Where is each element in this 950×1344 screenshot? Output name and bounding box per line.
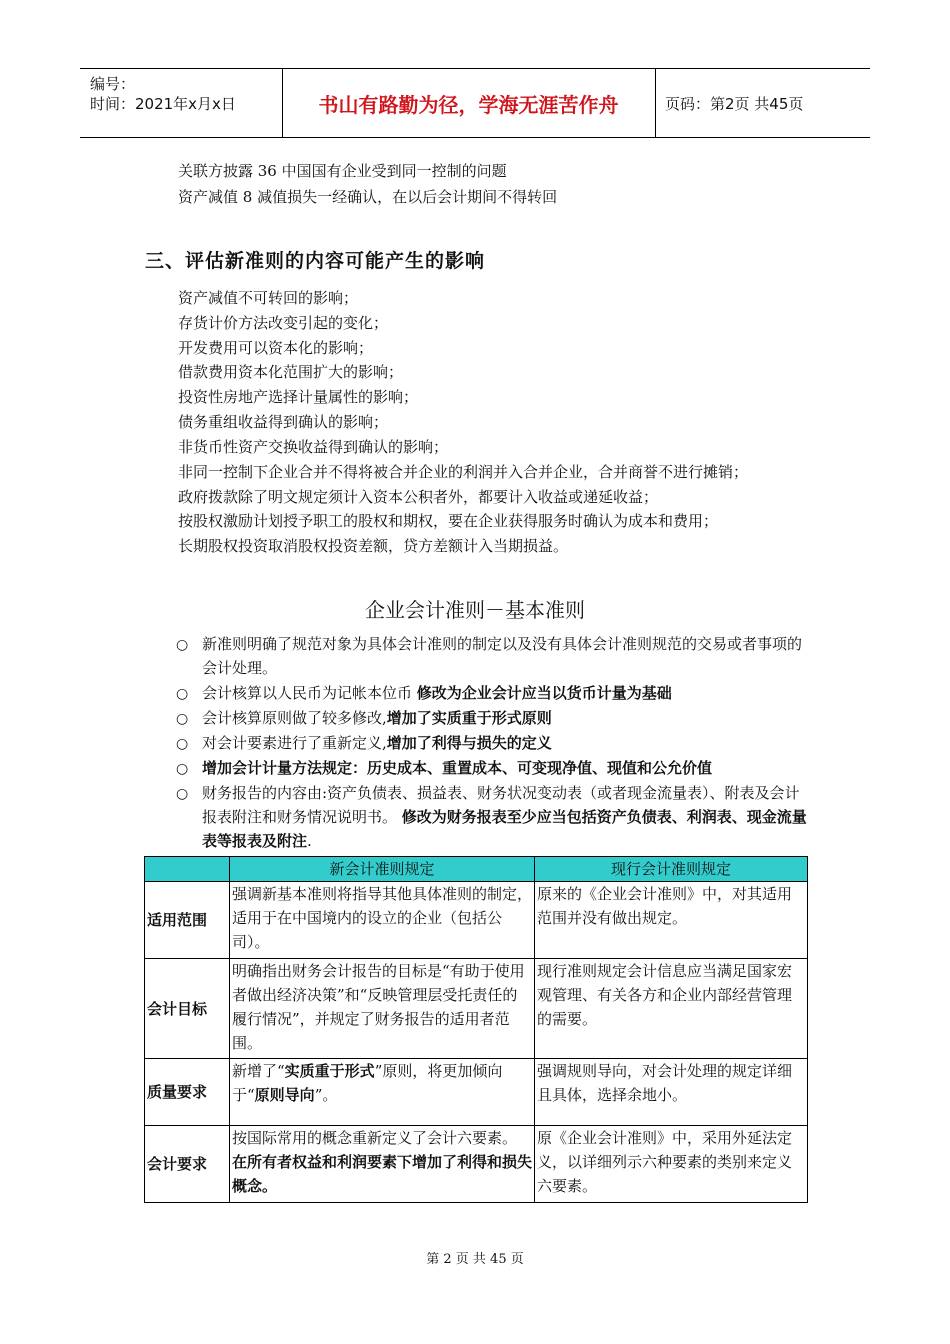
- old-rule-cell: 现行准则规定会计信息应当满足国家宏观管理、有关各方和企业内部经营管理的需要。: [535, 959, 808, 1059]
- asset-impairment-line: 资产减值 8 减值损失一经确认，在以后会计期间不得转回: [178, 188, 558, 206]
- impact-item: 债务重组收益得到确认的影响；: [178, 413, 389, 431]
- new-rule-cell: 新增了“实质重于形式”原则，将更加倾向于“原则导向”。: [230, 1059, 535, 1126]
- impact-item: 按股权激励计划授予职工的股权和期权，要在企业获得服务时确认为成本和费用；: [178, 512, 719, 530]
- row-label: 质量要求: [145, 1059, 230, 1126]
- header-motto: 书山有路勤为径，学海无涯苦作舟: [282, 69, 656, 137]
- column-header-old: 现行会计准则规定: [535, 857, 808, 882]
- old-rule-cell: 原《企业会计准则》中，采用外延法定义，以详细列示六种要素的类别来定义六要素。: [535, 1126, 808, 1203]
- code-label: 编号：: [90, 75, 136, 93]
- hollow-circle-bullet-icon: ○: [176, 761, 189, 777]
- page-header: [80, 68, 870, 138]
- hollow-circle-bullet-icon: ○: [176, 711, 189, 727]
- impact-item: 非同一控制下企业合并不得将被合并企业的利润并入合并企业，合并商誉不进行摊销；: [178, 463, 749, 481]
- new-rule-cell: 按国际常用的概念重新定义了会计六要素。在所有者权益和利润要素下增加了利得和损失概念。: [230, 1126, 535, 1203]
- section-heading: 三、评估新准则的内容可能产生的影响: [145, 250, 486, 272]
- table-row: [145, 959, 808, 1059]
- hollow-circle-bullet-icon: ○: [176, 686, 189, 702]
- table-row: [145, 882, 808, 959]
- hollow-circle-bullet-icon: ○: [176, 637, 189, 653]
- column-header-new: 新会计准则规定: [230, 857, 535, 882]
- old-rule-cell: 原来的《企业会计准则》中，对其适用范围并没有做出规定。: [535, 882, 808, 959]
- impact-item: 长期股权投资取消股权投资差额，贷方差额计入当期损益。: [178, 537, 569, 555]
- old-rule-cell: 强调规则导向，对会计处理的规定详细且具体，选择余地小。: [535, 1059, 808, 1126]
- row-label: 会计要求: [145, 1126, 230, 1203]
- header-left-cell: [80, 69, 283, 137]
- impact-item: 投资性房地产选择计量属性的影响；: [178, 388, 419, 406]
- bullet-text: 增加会计计量方法规定：历史成本、重置成本、可变现净值、现值和公允价值: [202, 759, 713, 777]
- impact-item: 资产减值不可转回的影响；: [178, 289, 359, 307]
- comparison-table: [144, 856, 808, 1203]
- new-rule-cell: 强调新基本准则将指导其他具体准则的制定，适用于在中国境内的设立的企业（包括公司）。: [230, 882, 535, 959]
- table-row: [145, 1059, 808, 1126]
- hollow-circle-bullet-icon: ○: [176, 786, 189, 802]
- bullet-text: 财务报告的内容由:资产负债表、损益表、财务状况变动表（或者现金流量表）、附表及会计报表附注和财务情况说明书。 修改为财务报表至少应当包括资产负债表、利润表、现金流量表等报表及附注.: [202, 784, 807, 850]
- table-header-row: [145, 857, 808, 882]
- bullet-text: 会计核算以人民币为记帐本位币 修改为企业会计应当以货币计量为基础: [202, 684, 672, 702]
- related-party-line: 关联方披露 36 中国国有企业受到同一控制的问题: [178, 162, 507, 180]
- table-corner-cell: [145, 857, 230, 882]
- impact-item: 借款费用资本化范围扩大的影响；: [178, 363, 404, 381]
- row-label: 适用范围: [145, 882, 230, 959]
- page-footer: 第 2 页 共 45 页: [426, 1252, 524, 1267]
- page-number-label: 页码：第2页 共45页: [665, 95, 804, 113]
- bullet-text: 新准则明确了规范对象为具体会计准则的制定以及没有具体会计准则规范的交易或者事项的会计处理。: [202, 635, 803, 677]
- time-label: 时间：2021年x月x日: [90, 95, 236, 113]
- new-rule-cell: 明确指出财务会计报告的目标是“有助于使用者做出经济决策”和“反映管理层受托责任的履行情况”，并规定了财务报告的适用者范围。: [230, 959, 535, 1059]
- basic-standard-title: 企业会计准则－基本准则: [365, 598, 585, 622]
- bullet-text: 对会计要素进行了重新定义,增加了利得与损失的定义: [202, 734, 552, 752]
- row-label: 会计目标: [145, 959, 230, 1059]
- impact-item: 非货币性资产交换收益得到确认的影响；: [178, 438, 449, 456]
- table-row: [145, 1126, 808, 1203]
- hollow-circle-bullet-icon: ○: [176, 736, 189, 752]
- impact-item: 开发费用可以资本化的影响；: [178, 339, 374, 357]
- impact-item: 政府拨款除了明文规定须计入资本公积者外，都要计入收益或递延收益；: [178, 488, 659, 506]
- impact-item: 存货计价方法改变引起的变化；: [178, 314, 389, 332]
- bullet-text: 会计核算原则做了较多修改,增加了实质重于形式原则: [202, 709, 552, 727]
